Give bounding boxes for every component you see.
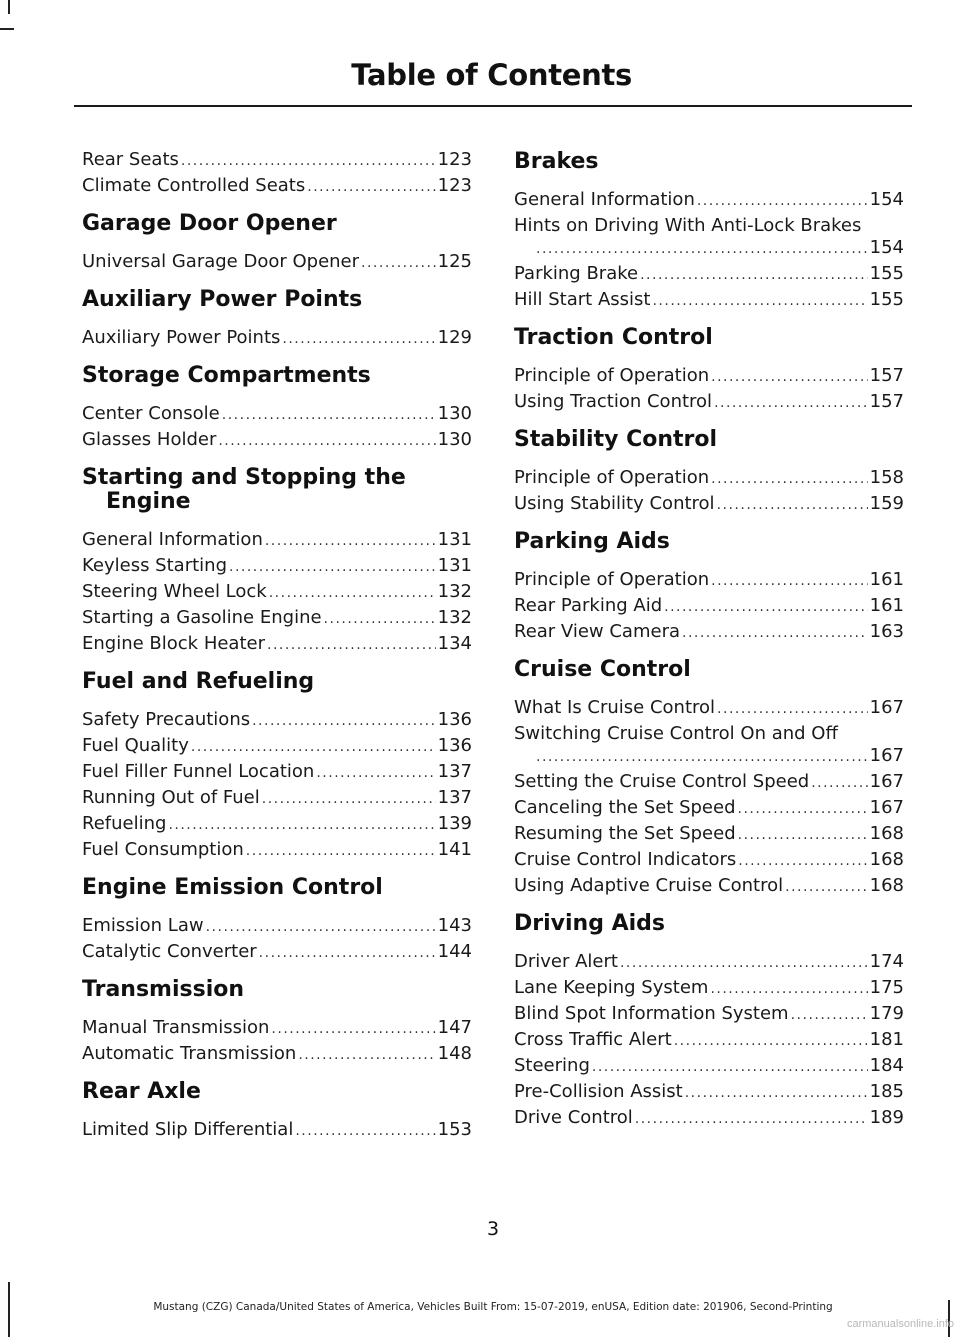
dot-leader [295, 1119, 435, 1143]
toc-entry-canceling-the-set-speed[interactable] [514, 796, 904, 820]
toc-entry-label: Fuel Consumption [82, 839, 244, 860]
toc-entry-label: Auxiliary Power Points [82, 327, 281, 348]
toc-entry-page: 137 [437, 787, 472, 808]
dot-leader [282, 327, 435, 351]
toc-entry-rear-parking-aid[interactable] [514, 594, 904, 618]
toc-entry-label: Climate Controlled Seats [82, 175, 306, 196]
toc-entry-page: 175 [869, 977, 904, 998]
toc-entry-resuming-the-set-speed[interactable] [514, 822, 904, 846]
toc-entry-label: Fuel Filler Funnel Location [82, 761, 315, 782]
toc-entry-page: 130 [437, 429, 472, 450]
toc-entry-principle-of-operation[interactable] [514, 466, 904, 490]
section-heading-text: Brakes [514, 149, 599, 174]
dot-leader [697, 189, 868, 213]
toc-entry-universal-garage-door-opener[interactable] [82, 250, 472, 274]
section-heading-starting-and-stopping-the-engine [82, 466, 482, 514]
section-heading-text: Stability Control [514, 427, 718, 452]
dot-leader [218, 429, 435, 453]
toc-entry-lane-keeping-system[interactable] [514, 976, 904, 1000]
footer-text: Mustang (CZG) Canada/United States of America, Vehicles Built From: 15-07-2019, enUSA, Edition date: 201906, Second-Printing [153, 1301, 833, 1313]
dot-leader [711, 365, 868, 389]
toc-entry-automatic-transmission[interactable] [82, 1042, 472, 1066]
toc-entry-manual-transmission[interactable] [82, 1016, 472, 1040]
toc-entry-page: 189 [869, 1107, 904, 1128]
dot-leader [640, 263, 868, 287]
section-heading-text: Rear Axle [82, 1079, 201, 1104]
toc-entry-page: 167 [869, 745, 904, 766]
toc-entry-label: Setting the Cruise Control Speed [514, 771, 810, 792]
toc-entry-glasses-holder[interactable] [82, 428, 472, 452]
header-rule [74, 105, 912, 107]
toc-entry-auxiliary-power-points[interactable] [82, 326, 472, 350]
toc-entry-label: Keyless Starting [82, 555, 227, 576]
toc-entry-page: 136 [437, 709, 472, 730]
dot-leader [168, 813, 435, 837]
toc-entry-fuel-filler-funnel-location[interactable] [82, 760, 472, 784]
crop-mark-top-left-h [0, 28, 14, 30]
toc-entry-drive-control[interactable] [514, 1106, 904, 1130]
toc-entry-label: Using Adaptive Cruise Control [514, 875, 784, 896]
section-heading-auxiliary-power-points [82, 288, 482, 312]
dot-leader [811, 771, 867, 795]
toc-entry-page: 154 [869, 237, 904, 258]
dot-leader [711, 569, 868, 593]
toc-entry-hints-on-driving-with-anti-lock-brakes[interactable] [514, 214, 904, 238]
toc-entry-label: Catalytic Converter [82, 941, 257, 962]
section-heading-garage-door-opener [82, 212, 482, 236]
dot-leader [738, 849, 867, 873]
section-heading-storage-compartments [82, 364, 482, 388]
dot-leader [262, 787, 436, 811]
toc-entry-steering-wheel-lock[interactable] [82, 580, 472, 604]
toc-entry-page: 181 [869, 1029, 904, 1050]
toc-entry-climate-controlled-seats[interactable] [82, 174, 472, 198]
dot-leader [635, 1107, 868, 1131]
toc-entry-label: Hints on Driving With Anti-Lock Brakes [514, 215, 862, 236]
toc-entry-page: 161 [869, 569, 904, 590]
toc-entry-label: Principle of Operation [514, 365, 710, 386]
toc-entry-page: 174 [869, 951, 904, 972]
dot-leader [710, 977, 867, 1001]
toc-entry-page: 125 [437, 251, 472, 272]
toc-entry-page: 155 [869, 263, 904, 284]
toc-entry-label: Starting a Gasoline Engine [82, 607, 322, 628]
dot-leader [785, 875, 868, 899]
toc-entry-page: 134 [437, 633, 472, 654]
toc-entry-page: 131 [437, 529, 472, 550]
toc-entry-page: 141 [437, 839, 472, 860]
section-heading-parking-aids [514, 530, 914, 554]
toc-entry-label: What Is Cruise Control [514, 697, 716, 718]
toc-entry-what-is-cruise-control[interactable] [514, 696, 904, 720]
toc-entry-label: Fuel Quality [82, 735, 189, 756]
toc-entry-page: 139 [437, 813, 472, 834]
section-heading-text: Garage Door Opener [82, 211, 337, 236]
toc-entry-page: 157 [869, 365, 904, 386]
section-heading-text: Auxiliary Power Points [82, 287, 363, 312]
toc-entry-label: Hill Start Assist [514, 289, 651, 310]
section-heading-transmission [82, 978, 482, 1002]
toc-entry-general-information[interactable] [514, 188, 904, 212]
toc-entry-page: 167 [869, 797, 904, 818]
dot-leader [717, 697, 868, 721]
toc-entry-page: 143 [437, 915, 472, 936]
toc-entry-principle-of-operation[interactable] [514, 568, 904, 592]
section-heading-text: Traction Control [514, 325, 713, 350]
toc-entry-refueling[interactable] [82, 812, 472, 836]
toc-entry-label: Steering Wheel Lock [82, 581, 267, 602]
toc-entry-label: Refueling [82, 813, 167, 834]
toc-entry-label: Switching Cruise Control On and Off [514, 723, 838, 744]
dot-leader [791, 1003, 868, 1027]
toc-entry-page: 158 [869, 467, 904, 488]
dot-leader [324, 607, 436, 631]
dot-leader [652, 289, 867, 313]
toc-entry-center-console[interactable] [82, 402, 472, 426]
toc-entry-label: Cruise Control Indicators [514, 849, 737, 870]
toc-entry-using-traction-control[interactable] [514, 390, 904, 414]
crop-mark-top-left [8, 0, 10, 14]
toc-entry-page: 179 [869, 1003, 904, 1024]
toc-entry-general-information[interactable] [82, 528, 472, 552]
toc-entry-running-out-of-fuel[interactable] [82, 786, 472, 810]
watermark: carmanualsonline.info [846, 1318, 954, 1330]
toc-entry-switching-cruise-control-on-and-off[interactable] [514, 722, 904, 746]
toc-entry-page: 168 [869, 823, 904, 844]
toc-entry-page: 131 [437, 555, 472, 576]
toc-entry-page: 157 [869, 391, 904, 412]
toc-entry-label: Manual Transmission [82, 1017, 270, 1038]
toc-entry-label: Limited Slip Differential [82, 1119, 294, 1140]
dot-leader [711, 467, 868, 491]
toc-entry-driver-alert[interactable] [514, 950, 904, 974]
dot-leader [738, 797, 868, 821]
toc-entry-blind-spot-information-system[interactable] [514, 1002, 904, 1026]
dot-leader [191, 735, 436, 759]
toc-entry-page: 130 [437, 403, 472, 424]
section-heading-text: Parking Aids [514, 529, 670, 554]
toc-entry-page: 163 [869, 621, 904, 642]
dot-leader [717, 493, 868, 517]
toc-entry-page: 161 [869, 595, 904, 616]
toc-entry-cruise-control-indicators[interactable] [514, 848, 904, 872]
toc-entry-label: Lane Keeping System [514, 977, 709, 998]
dot-leader [685, 1081, 868, 1105]
toc-entry-limited-slip-differential[interactable] [82, 1118, 472, 1142]
toc-entry-page: 167 [869, 771, 904, 792]
toc-entry-label: General Information [82, 529, 263, 550]
dot-leader [682, 621, 868, 645]
dot-leader [229, 555, 436, 579]
toc-entry-label: Pre-Collision Assist [514, 1081, 683, 1102]
toc-entry-setting-the-cruise-control-speed[interactable] [514, 770, 904, 794]
dot-leader [181, 149, 436, 173]
toc-entry-leader-line[interactable] [514, 744, 904, 768]
toc-entry-label: Cross Traffic Alert [514, 1029, 672, 1050]
crop-mark-bottom-left [8, 1282, 10, 1337]
toc-entry-label: Safety Precautions [82, 709, 251, 730]
toc-entry-label: Center Console [82, 403, 220, 424]
toc-entry-using-stability-control[interactable] [514, 492, 904, 516]
page-number: 3 [486, 1218, 500, 1240]
page-title: Table of Contents [351, 58, 632, 92]
section-heading-driving-aids [514, 912, 914, 936]
toc-entry-page: 132 [437, 607, 472, 628]
section-heading-traction-control [514, 326, 914, 350]
toc-entry-label: Universal Garage Door Opener [82, 251, 360, 272]
toc-entry-safety-precautions[interactable] [82, 708, 472, 732]
toc-entry-starting-a-gasoline-engine[interactable] [82, 606, 472, 630]
dot-leader [271, 1017, 435, 1041]
dot-leader [265, 529, 436, 553]
section-heading-brakes [514, 150, 914, 174]
section-heading-text: Cruise Control [514, 657, 691, 682]
dot-leader [206, 915, 436, 939]
toc-entry-label: Using Traction Control [514, 391, 713, 412]
toc-entry-page: 153 [437, 1119, 472, 1140]
toc-entry-label: Engine Block Heater [82, 633, 265, 654]
dot-leader [536, 237, 868, 261]
dot-leader [267, 633, 436, 657]
dot-leader [361, 251, 436, 275]
section-heading-stability-control [514, 428, 914, 452]
toc-entry-page: 168 [869, 875, 904, 896]
toc-entry-label: Rear Parking Aid [514, 595, 663, 616]
dot-leader [738, 823, 868, 847]
toc-entry-label: Steering [514, 1055, 590, 1076]
dot-leader [536, 745, 868, 769]
dot-leader [620, 951, 868, 975]
section-heading-text: Transmission [82, 977, 245, 1002]
toc-entry-label: Emission Law [82, 915, 204, 936]
dot-leader [259, 941, 436, 965]
toc-entry-label: Automatic Transmission [82, 1043, 297, 1064]
toc-entry-cross-traffic-alert[interactable] [514, 1028, 904, 1052]
toc-entry-label: Resuming the Set Speed [514, 823, 736, 844]
toc-entry-fuel-consumption[interactable] [82, 838, 472, 862]
toc-entry-catalytic-converter[interactable] [82, 940, 472, 964]
toc-entry-page: 147 [437, 1017, 472, 1038]
toc-entry-label: Principle of Operation [514, 467, 710, 488]
dot-leader [664, 595, 868, 619]
toc-entry-page: 167 [869, 697, 904, 718]
toc-entry-steering[interactable] [514, 1054, 904, 1078]
section-heading-text: Engine Emission Control [82, 875, 383, 900]
toc-entry-label: Parking Brake [514, 263, 639, 284]
toc-entry-label: Canceling the Set Speed [514, 797, 736, 818]
toc-entry-page: 132 [437, 581, 472, 602]
toc-entry-using-adaptive-cruise-control[interactable] [514, 874, 904, 898]
dot-leader [714, 391, 868, 415]
toc-entry-label: Using Stability Control [514, 493, 715, 514]
toc-entry-label: Running Out of Fuel [82, 787, 260, 808]
dot-leader [269, 581, 436, 605]
toc-entry-leader-line[interactable] [514, 236, 904, 260]
toc-entry-page: 123 [437, 175, 472, 196]
toc-entry-page: 184 [869, 1055, 904, 1076]
toc-entry-page: 129 [437, 327, 472, 348]
toc-entry-engine-block-heater[interactable] [82, 632, 472, 656]
toc-entry-page: 154 [869, 189, 904, 210]
toc-entry-rear-view-camera[interactable] [514, 620, 904, 644]
toc-entry-parking-brake[interactable] [514, 262, 904, 286]
dot-leader [298, 1043, 435, 1067]
toc-entry-label: Glasses Holder [82, 429, 217, 450]
section-heading-continuation: Engine [106, 489, 191, 514]
toc-entry-fuel-quality[interactable] [82, 734, 472, 758]
toc-entry-page: 123 [437, 149, 472, 170]
toc-entry-page: 155 [869, 289, 904, 310]
dot-leader [307, 175, 435, 199]
section-heading-text: Driving Aids [514, 911, 666, 936]
section-heading-text: Storage Compartments [82, 363, 371, 388]
toc-entry-label: Principle of Operation [514, 569, 710, 590]
toc-entry-emission-law[interactable] [82, 914, 472, 938]
toc-entry-label: Rear Seats [82, 149, 179, 170]
toc-entry-page: 148 [437, 1043, 472, 1064]
section-heading-fuel-and-refueling [82, 670, 482, 694]
dot-leader [316, 761, 435, 785]
toc-entry-page: 168 [869, 849, 904, 870]
toc-entry-page: 136 [437, 735, 472, 756]
section-heading-cruise-control [514, 658, 914, 682]
toc-entry-rear-seats[interactable] [82, 148, 472, 172]
toc-entry-label: General Information [514, 189, 695, 210]
toc-entry-label: Rear View Camera [514, 621, 680, 642]
dot-leader [246, 839, 436, 863]
toc-entry-label: Driver Alert [514, 951, 618, 972]
toc-entry-principle-of-operation[interactable] [514, 364, 904, 388]
section-heading-rear-axle [82, 1080, 482, 1104]
toc-entry-page: 137 [437, 761, 472, 782]
dot-leader [674, 1029, 868, 1053]
dot-leader [252, 709, 436, 733]
section-heading-text: Fuel and Refueling [82, 669, 315, 694]
toc-entry-keyless-starting[interactable] [82, 554, 472, 578]
section-heading-engine-emission-control [82, 876, 482, 900]
section-heading-text: Starting and Stopping the [82, 465, 406, 490]
toc-entry-hill-start-assist[interactable] [514, 288, 904, 312]
toc-entry-page: 159 [869, 493, 904, 514]
toc-entry-label: Drive Control [514, 1107, 633, 1128]
toc-entry-pre-collision-assist[interactable] [514, 1080, 904, 1104]
toc-entry-page: 144 [437, 941, 472, 962]
toc-entry-label: Blind Spot Information System [514, 1003, 789, 1024]
dot-leader [592, 1055, 868, 1079]
dot-leader [222, 403, 436, 427]
toc-entry-page: 185 [869, 1081, 904, 1102]
